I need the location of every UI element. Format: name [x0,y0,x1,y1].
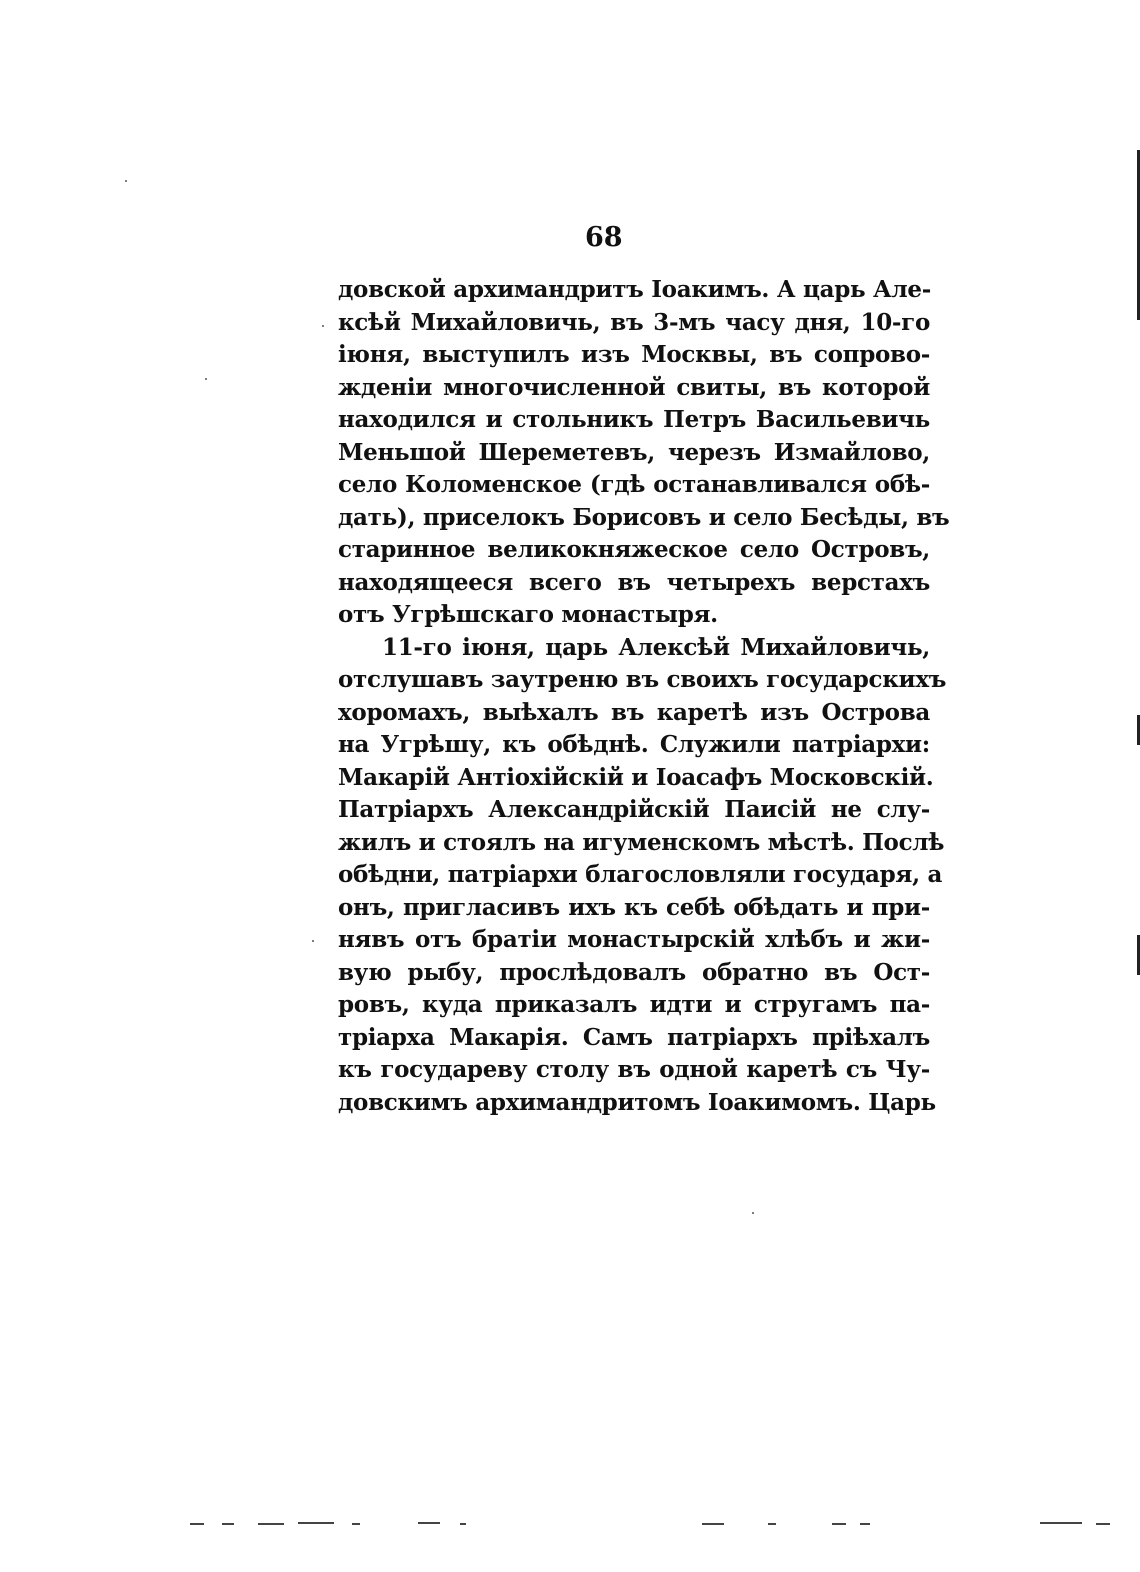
text-line: находился и стольникъ Петръ Васильевичь [338,406,930,433]
text-line: нявъ отъ братіи монастырскій хлѣбъ и жи- [338,926,930,953]
text-line: довской архимандритъ Іоакимъ. А царь Але- [338,276,931,303]
scan-bottom-dash [418,1522,440,1524]
page-number: 68 [585,222,623,253]
paragraph-end-line: отъ Угрѣшскаго монастыря. [338,601,718,628]
paragraph-start-line: 11-го іюня, царь Алексѣй Михайловичь, [382,633,930,661]
scan-speck [752,1212,754,1214]
scan-bottom-dash [860,1523,870,1525]
scan-speck [312,940,314,942]
text-line: хоромахъ, выѣхалъ въ каретѣ изъ Острова [338,698,930,726]
text-line: Меньшой Шереметевъ, черезъ Измайлово, [338,438,930,466]
scan-bottom-dash [702,1523,724,1525]
scan-bottom-dash [298,1522,334,1524]
text-line: Патріархъ Александрійскій Паисій не слу- [338,796,930,823]
text-line: ровъ, куда приказалъ идти и стругамъ па- [338,991,930,1018]
text-line: жденіи многочисленной свиты, въ которой [338,373,930,401]
scan-bottom-dash [768,1523,776,1525]
scan-speck [125,180,127,182]
text-line: на Угрѣшу, къ обѣднѣ. Служили патріархи: [338,731,930,758]
scan-bottom-dash [258,1523,284,1525]
text-line: жилъ и стоялъ на игуменскомъ мѣстѣ. Послѣ [338,828,945,856]
scan-bottom-dash [1040,1522,1082,1524]
scan-bottom-dash [352,1523,360,1525]
text-line: Макарій Антіохійскій и Іоасафъ Московскій. [338,763,934,791]
text-line: дать), приселокъ Борисовъ и село Бесѣды, въ [338,503,950,531]
scan-bottom-dash [460,1523,466,1525]
scan-bottom-dash [190,1523,204,1525]
text-line: старинное великокняжеское село Островъ, [338,536,930,563]
text-line: обѣдни, патріархи благословляли государя, а [338,861,943,888]
text-line: къ государеву столу въ одной каретѣ съ Чу- [338,1056,930,1083]
body-text [338,274,950,1119]
text-line: село Коломенское (гдѣ останавливался обѣ- [338,471,930,498]
text-line: отслушавъ заутреню въ своихъ государскихъ [338,666,947,693]
scan-bottom-dash [222,1523,234,1525]
scan-speck [205,378,207,380]
text-line: іюня, выступилъ изъ Москвы, въ сопрово- [338,341,930,368]
text-line: находящееся всего въ четырехъ верстахъ [338,568,930,596]
text-line: ксѣй Михайловичь, въ 3-мъ часу дня, 10-го [338,308,930,336]
text-line: онъ, пригласивъ ихъ къ себѣ обѣдать и при- [338,893,930,921]
text-line: вую рыбу, прослѣдовалъ обратно въ Ост- [338,958,930,986]
scan-bottom-dash [832,1523,846,1525]
scan-speck [322,325,324,327]
text-line: тріарха Макарія. Самъ патріархъ пріѣхалъ [338,1023,930,1051]
scan-bottom-dash [1096,1523,1110,1525]
text-line: довскимъ архимандритомъ Іоакимомъ. Царь [338,1088,936,1116]
